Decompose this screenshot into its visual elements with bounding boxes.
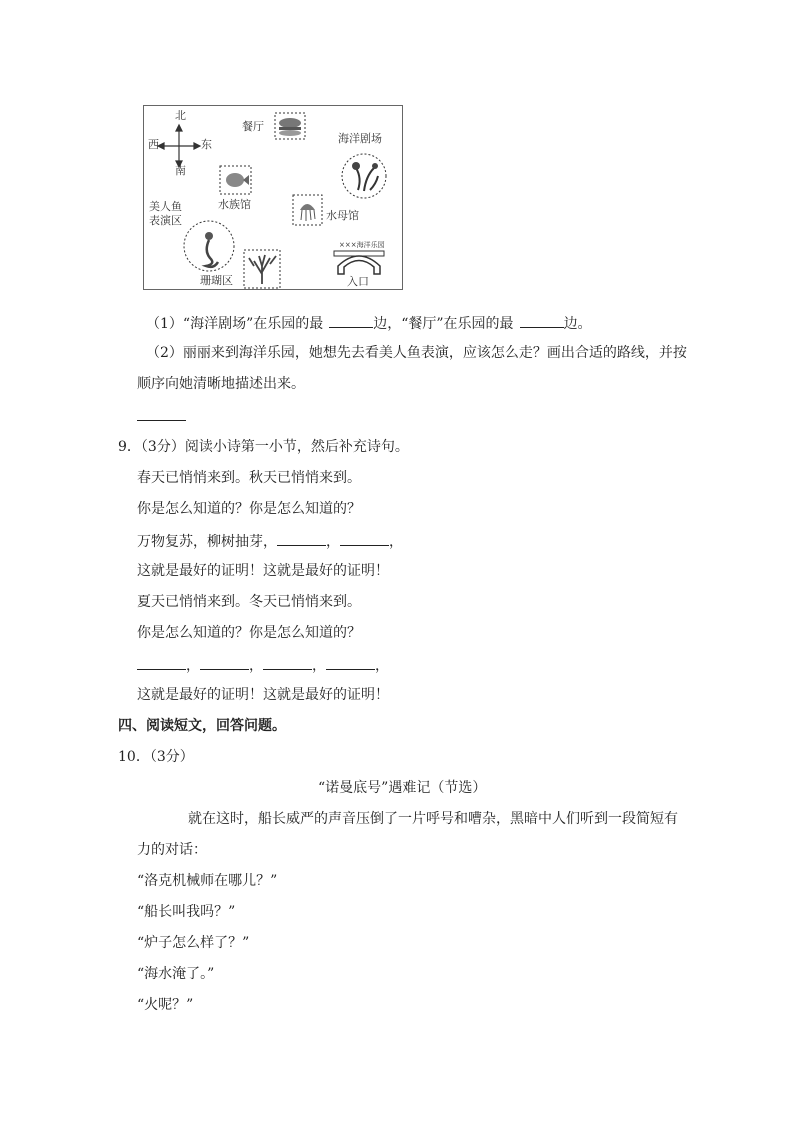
label-ocean-theater: 海洋剧场 — [338, 132, 382, 145]
blank-q8-2[interactable] — [520, 313, 564, 328]
q8-part1 — [146, 313, 592, 333]
q8-part1-text-b: 边，“餐厅”在乐园的最 — [373, 316, 514, 332]
q8-part2-line1: （2）丽丽来到海洋乐园，她想先去看美人鱼表演，应该怎么走？画出合适的路线，并按 — [146, 345, 687, 361]
label-park-sign: ×××海洋乐园 — [339, 241, 385, 249]
blank-q9-5[interactable] — [263, 655, 312, 670]
label-coral-area: 珊瑚区 — [200, 274, 233, 287]
q9-line8: 这就是最好的证明！这就是最好的证明！ — [137, 687, 389, 703]
park-map — [143, 105, 403, 290]
q10-dialogue-4: “海水淹了。” — [137, 966, 215, 982]
q9-line3: 万物复苏，柳树抽芽， ， ， — [137, 531, 403, 551]
q9-line1: 春天已悄悄来到。秋天已悄悄来到。 — [137, 470, 361, 486]
blank-q9-2[interactable] — [340, 531, 389, 546]
compass-icon — [158, 125, 200, 167]
compass-east: 东 — [201, 138, 212, 151]
q10-dialogue-1: “洛克机械师在哪儿？” — [137, 873, 278, 889]
blank-q9-4[interactable] — [200, 655, 249, 670]
q8-part1-text-a: （1）“海洋剧场”在乐园的最 — [146, 316, 324, 332]
blank-q9-3[interactable] — [137, 655, 186, 670]
q9-line3-text: 万物复苏，柳树抽芽， — [137, 534, 277, 550]
entrance-arch-icon — [334, 251, 384, 274]
blank-q8-1[interactable] — [329, 313, 373, 328]
q10-dialogue-2: “船长叫我吗？” — [137, 904, 236, 920]
q9-line7: ， ， ， ， — [137, 655, 389, 675]
label-entrance: 入口 — [347, 275, 369, 288]
blank-q9-1[interactable] — [277, 531, 326, 546]
section4-heading: 四、阅读短文，回答问题。 — [118, 718, 286, 734]
blank-q9-6[interactable] — [326, 655, 375, 670]
compass-south: 南 — [175, 164, 186, 177]
q10-passage-title: “诺曼底号”遇难记（节选） — [318, 780, 487, 796]
label-mermaid-line1: 美人鱼 — [149, 200, 182, 213]
label-jellyfish-hall: 水母馆 — [326, 209, 359, 222]
q9-line4: 这就是最好的证明！这就是最好的证明！ — [137, 563, 389, 579]
ocean-theater-icon — [342, 154, 386, 198]
mermaid-icon — [184, 221, 234, 271]
q10-title: 10．（3分） — [118, 749, 194, 765]
q10-dialogue-3: “炉子怎么样了？” — [137, 935, 250, 951]
q8-answer-line[interactable] — [137, 406, 186, 426]
label-aquarium: 水族馆 — [218, 198, 251, 211]
q9-line6: 你是怎么知道的？你是怎么知道的？ — [137, 625, 361, 641]
q10-para-line1: 就在这时，船长威严的声音压倒了一片呼号和嘈杂，黑暗中人们听到一段简短有 — [188, 811, 678, 827]
q8-part2-line2: 顺序向她清晰地描述出来。 — [137, 376, 305, 392]
label-restaurant: 餐厅 — [242, 120, 264, 133]
q8-part1-text-c: 边。 — [563, 316, 592, 332]
q10-para-line2: 力的对话： — [137, 842, 207, 858]
label-mermaid-line2: 表演区 — [149, 214, 182, 227]
q9-line5: 夏天已悄悄来到。冬天已悄悄来到。 — [137, 594, 361, 610]
compass-west: 西 — [148, 138, 159, 151]
q9-line2: 你是怎么知道的？你是怎么知道的？ — [137, 501, 361, 517]
compass-north: 北 — [175, 109, 186, 122]
q10-dialogue-5: “火呢？” — [137, 997, 194, 1013]
q9-title: 9．（3分）阅读小诗第一小节，然后补充诗句。 — [118, 439, 409, 455]
